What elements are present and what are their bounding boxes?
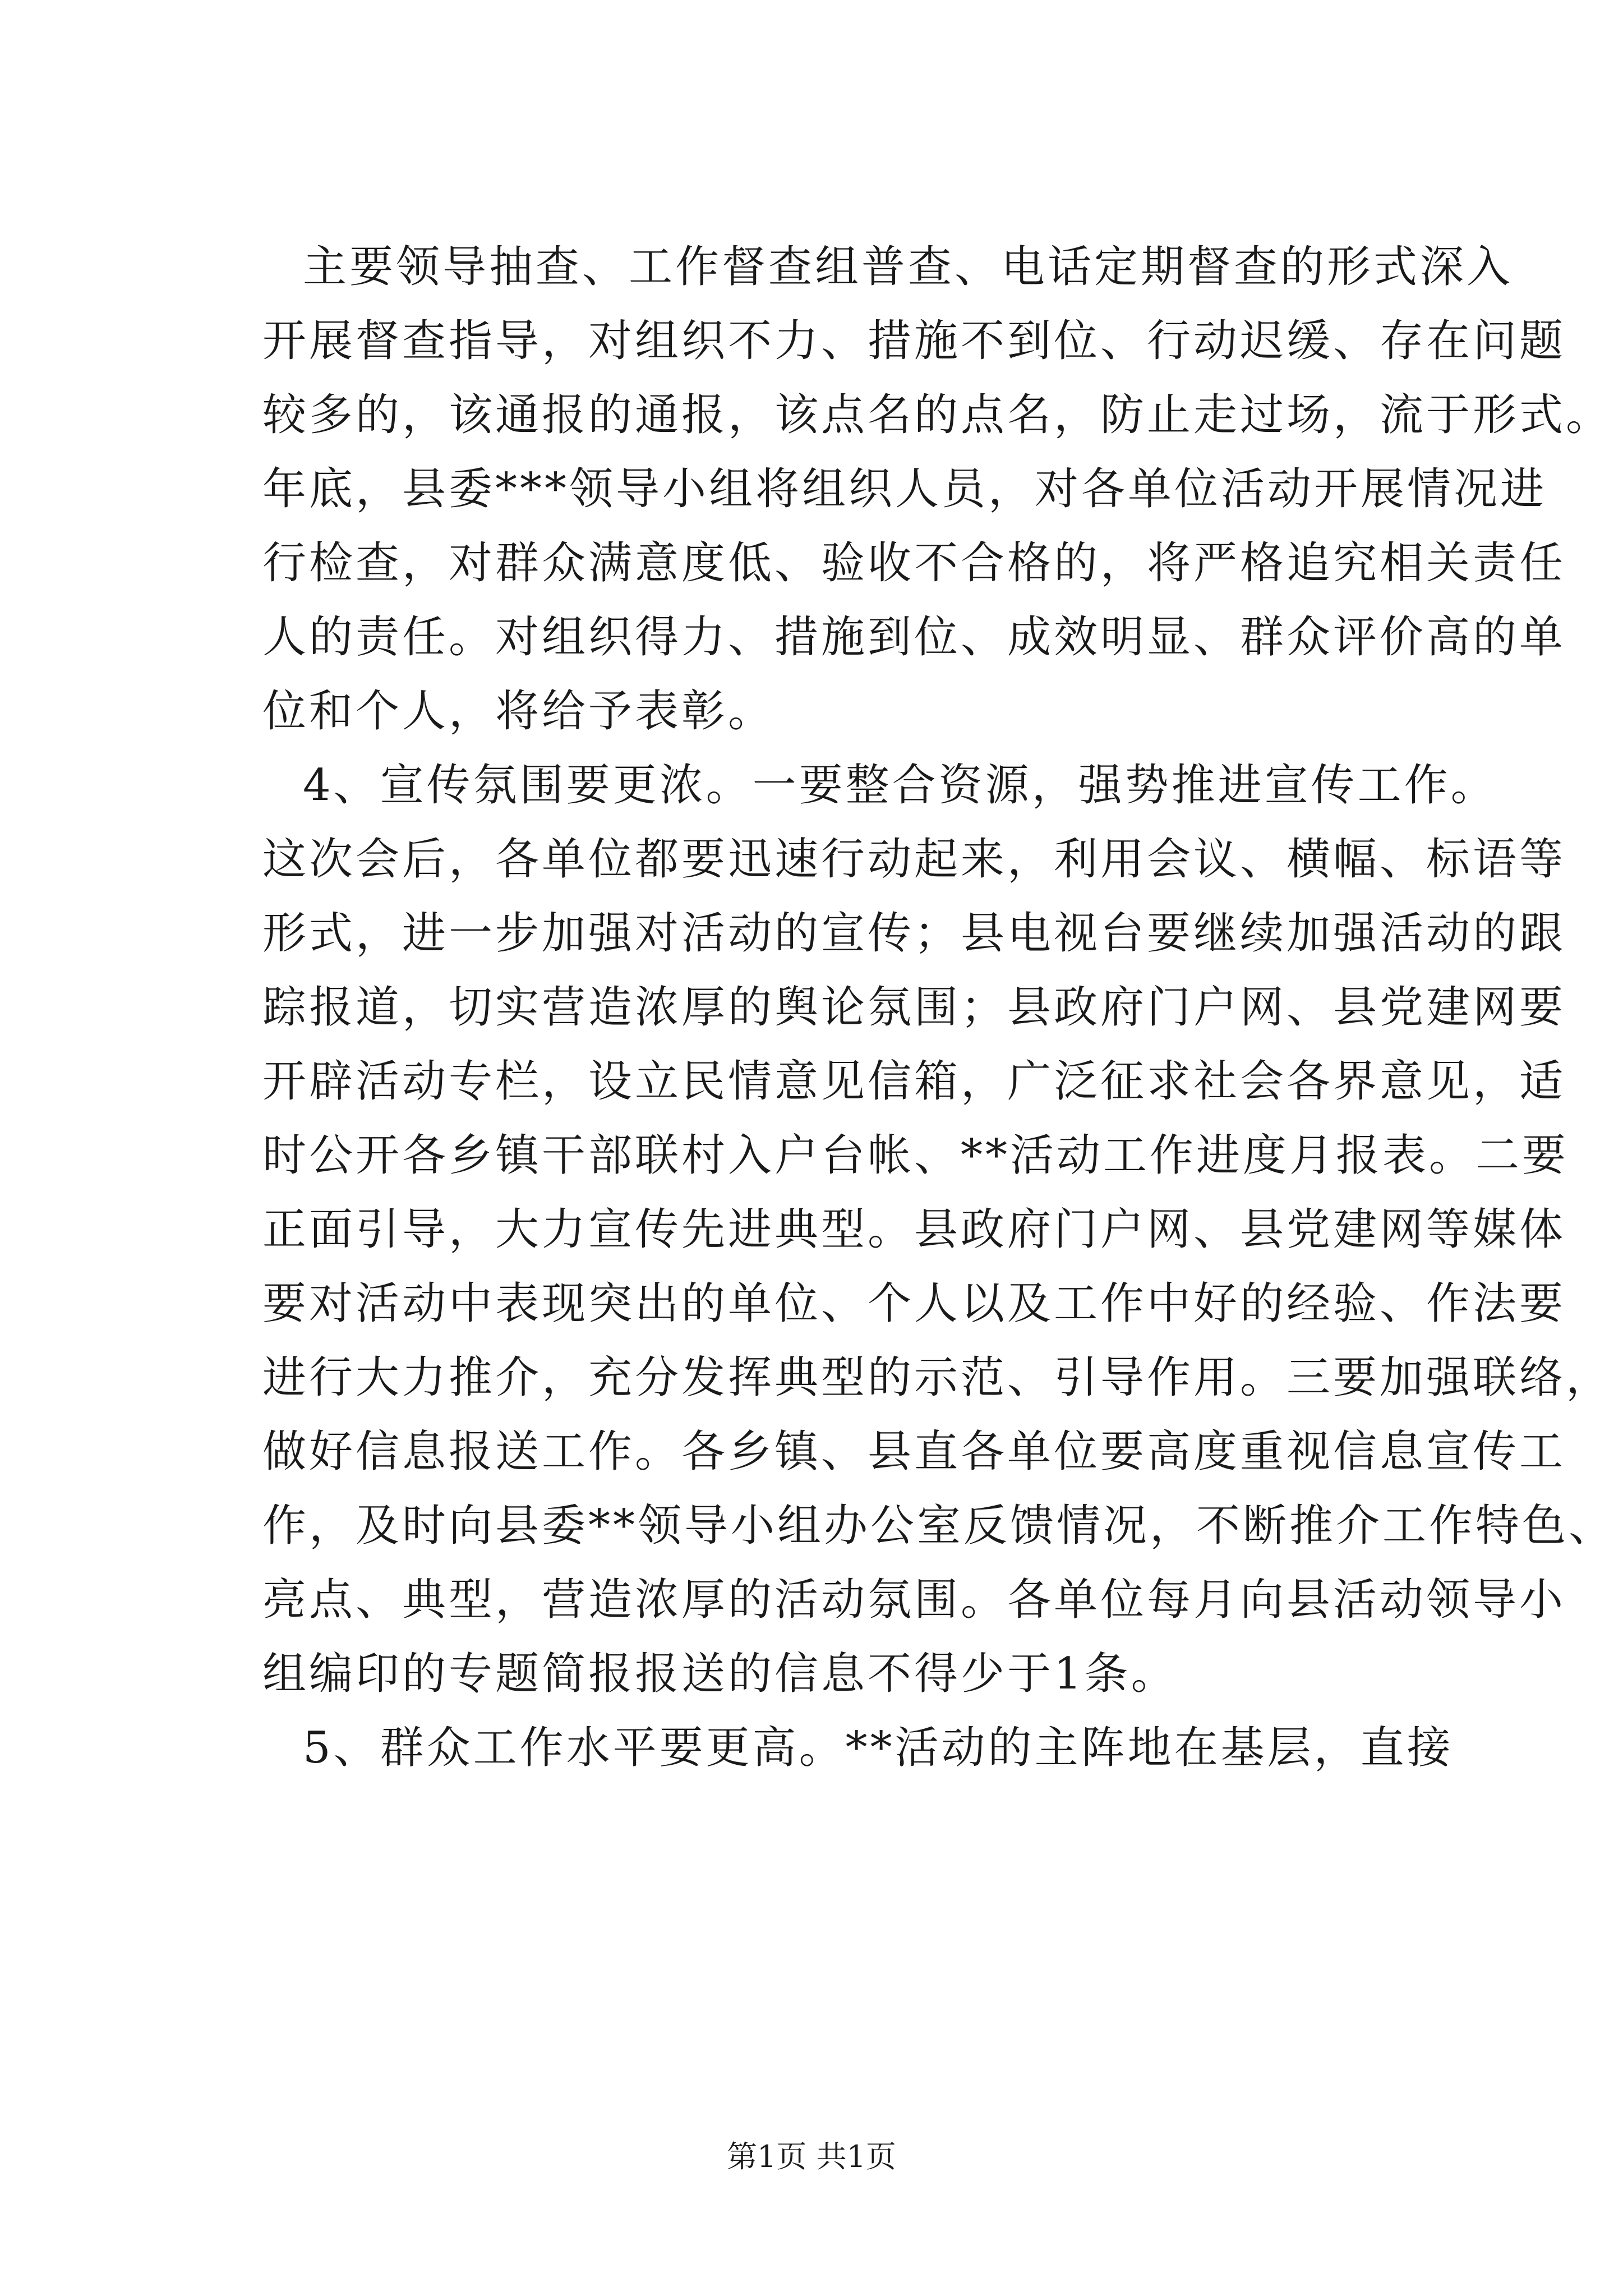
- text-line-4: 年底，县委***领导小组将组织人员，对各单位活动开展情况进: [262, 464, 1547, 514]
- document-body: [262, 230, 1616, 1785]
- text-line-1: 主要领导抽查、工作督查组普查、电话定期督查的形式深入: [303, 242, 1514, 292]
- text-line-8: 4、宣传氛围要更浓。一要整合资源，强势推进宣传工作。: [303, 760, 1497, 811]
- text-line-12: 开辟活动专栏，设立民情意见信箱，广泛征求社会各界意见，适: [262, 1056, 1566, 1107]
- text-line-18: 作，及时向县委**领导小组办公室反馈情况，不断推介工作特色、: [262, 1501, 1616, 1551]
- text-line-15: 要对活动中表现突出的单位、个人以及工作中好的经验、作法要: [262, 1278, 1566, 1329]
- text-line-19: 亮点、典型，营造浓厚的活动氛围。各单位每月向县活动领导小: [262, 1575, 1566, 1625]
- text-line-11: 踪报道，切实营造浓厚的舆论氛围；县政府门户网、县党建网要: [262, 982, 1566, 1033]
- text-line-6: 人的责任。对组织得力、措施到位、成效明显、群众评价高的单: [262, 612, 1566, 662]
- text-line-21: 5、群众工作水平要更高。**活动的主阵地在基层，直接: [303, 1723, 1454, 1773]
- text-line-2: 开展督查指导，对组织不力、措施不到位、行动迟缓、存在问题: [262, 316, 1566, 366]
- text-line-7: 位和个人，将给予表彰。: [262, 686, 775, 737]
- text-line-13: 时公开各乡镇干部联村入户台帐、**活动工作进度月报表。二要: [262, 1130, 1569, 1181]
- page-footer: 第1页 共1页: [727, 2139, 896, 2174]
- text-line-5: 行检查，对群众满意度低、验收不合格的，将严格追究相关责任: [262, 538, 1566, 588]
- text-line-17: 做好信息报送工作。各乡镇、县直各单位要高度重视信息宣传工: [262, 1427, 1566, 1477]
- text-line-16: 进行大力推介，充分发挥典型的示范、引导作用。三要加强联络，: [262, 1352, 1613, 1403]
- text-line-3: 较多的，该通报的通报，该点名的点名，防止走过场，流于形式。: [262, 390, 1613, 440]
- text-line-10: 形式，进一步加强对活动的宣传；县电视台要继续加强活动的跟: [262, 908, 1566, 959]
- text-line-20: 组编印的专题简报报送的信息不得少于1条。: [262, 1649, 1178, 1699]
- text-line-14: 正面引导，大力宣传先进典型。县政府门户网、县党建网等媒体: [262, 1204, 1566, 1255]
- text-line-9: 这次会后，各单位都要迅速行动起来，利用会议、横幅、标语等: [262, 834, 1566, 885]
